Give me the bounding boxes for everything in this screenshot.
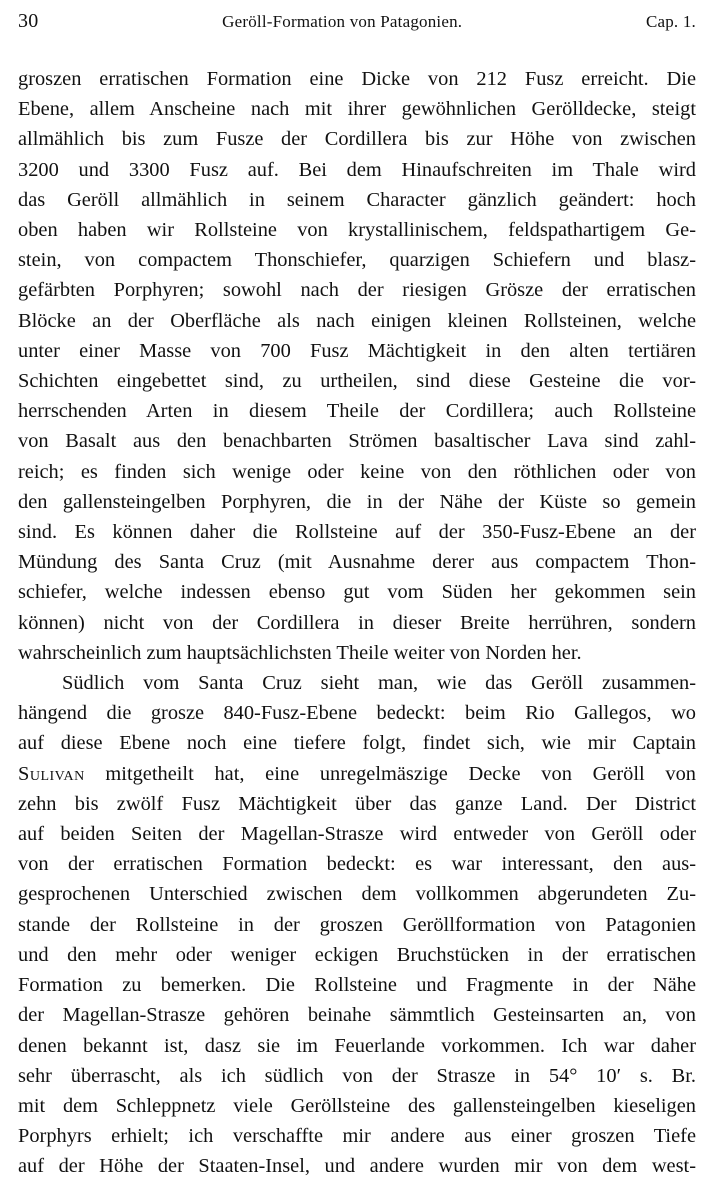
text-line: oben haben wir Rollsteine von krystallinischem, feldspathartigem Ge- xyxy=(18,219,696,242)
chapter-label: Cap. 1. xyxy=(645,12,696,31)
text-line: allmählich bis zum Fusze der Cordillera bis zur Höhe von zwischen xyxy=(18,128,696,151)
text-line: von der erratischen Formation bedeckt: es war interessant, den aus- xyxy=(18,853,696,876)
text-line: stein, von compactem Thonschiefer, quarzigen Schiefern und blasz- xyxy=(18,249,696,272)
text-line: hängend die grosze 840-Fusz-Ebene bedeckt: beim Rio Gallegos, wo xyxy=(18,702,696,725)
text-line: das Geröll allmählich in seinem Character gänzlich geändert: hoch xyxy=(18,188,696,211)
text-line: Mündung des Santa Cruz (mit Ausnahme derer aus compactem Thon- xyxy=(18,551,696,574)
text-line: gesprochenen Unterschied zwischen dem vollkommen abgerundeten Zu- xyxy=(18,883,696,906)
text-line: sehr überrascht, als ich südlich von der Strasze in 54° 10′ s. Br. xyxy=(18,1064,696,1087)
text-line: stande der Rollsteine in der groszen Geröllformation von Patagonien xyxy=(18,913,696,936)
book-page xyxy=(18,10,696,1182)
text-line: Porphyrs erhielt; ich verschaffte mir andere aus einer groszen Tiefe xyxy=(18,1125,696,1148)
text-line: zehn bis zwölf Fusz Mächtigkeit über das ganze Land. Der District xyxy=(18,792,696,815)
text-line: der Magellan-Strasze gehören beinahe sämmtlich Gesteinsarten an, von xyxy=(18,1004,696,1027)
running-title: Geröll-Formation von Patagonien. xyxy=(222,12,463,31)
text-line: auf beiden Seiten der Magellan-Strasze wird entweder von Geröll oder xyxy=(18,823,696,846)
text-line: können) nicht von der Cordillera in dieser Breite herrühren, sondern xyxy=(18,611,696,634)
text-line: wahrscheinlich zum hauptsächlichsten Theile weiter von Norden her. xyxy=(18,641,582,664)
page-number: 30 xyxy=(18,10,39,32)
text-line: Formation zu bemerken. Die Rollsteine und Fragmente in der Nähe xyxy=(18,974,696,997)
paragraph xyxy=(18,668,696,1181)
person-name: Sulivan xyxy=(18,762,85,785)
text-line: und den mehr oder weniger eckigen Bruchstücken in der erratischen xyxy=(18,943,696,966)
text-line: reich; es finden sich wenige oder keine von den röthlichen oder von xyxy=(18,460,696,483)
text-line: schiefer, welche indessen ebenso gut vom Süden her gekommen sein xyxy=(18,581,696,604)
text-line: 3200 und 3300 Fusz auf. Bei dem Hinaufschreiten im Thale wird xyxy=(18,158,696,181)
text-line: sind. Es können daher die Rollsteine auf der 350-Fusz-Ebene an der xyxy=(18,521,696,544)
text-line: Blöcke an der Oberfläche als nach einigen kleinen Rollsteinen, welche xyxy=(18,309,696,332)
text-line: auf diese Ebene noch eine tiefere folgt, findet sich, wie mir Captain xyxy=(18,732,696,755)
text-line: gefärbten Porphyren; sowohl nach der riesigen Grösze der erratischen xyxy=(18,279,696,302)
text-line: groszen erratischen Formation eine Dicke von 212 Fusz erreicht. Die xyxy=(18,68,696,90)
paragraph xyxy=(18,64,696,668)
text-line: herrschenden Arten in diesem Theile der Cordillera; auch Rollsteine xyxy=(18,400,696,423)
text-line: den gallensteingelben Porphyren, die in der Nähe der Küste so gemein xyxy=(18,490,696,513)
text-line: unter einer Masse von 700 Fusz Mächtigkeit in den alten tertiären xyxy=(18,339,696,362)
text-line: auf der Höhe der Staaten-Insel, und andere wurden mir von dem west- xyxy=(18,1155,696,1178)
text-line: Ebene, allem Anscheine nach mit ihrer gewöhnlichen Gerölldecke, steigt xyxy=(18,98,696,121)
body-text xyxy=(18,64,696,1182)
text-line: Südlich vom Santa Cruz sieht man, wie das Geröll zusammen- xyxy=(62,672,696,695)
text-line: Schichten eingebettet sind, zu urtheilen, sind diese Gesteine die vor- xyxy=(18,370,696,393)
text-line: von Basalt aus den benachbarten Strömen basaltischer Lava sind zahl- xyxy=(18,430,696,453)
text-line: denen bekannt ist, dasz sie im Feuerlande vorkommen. Ich war daher xyxy=(18,1034,696,1057)
text-line: mit dem Schleppnetz viele Geröllsteine des gallensteingelben kieseligen xyxy=(18,1094,696,1117)
text-line: Sulivan mitgetheilt hat, eine unregelmäszige Decke von Geröll von xyxy=(18,762,696,785)
running-header xyxy=(18,10,696,44)
